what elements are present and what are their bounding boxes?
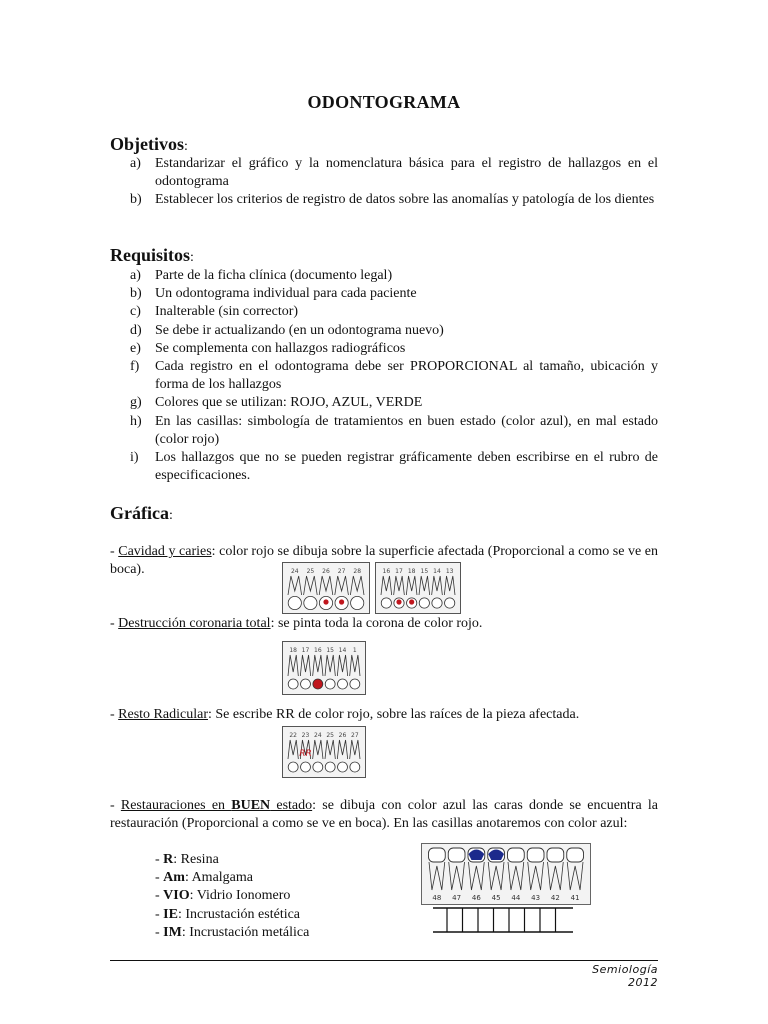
restauraciones-codes [155,851,309,942]
rr-mark: RR [299,749,312,759]
tooth-crown [508,848,525,862]
tooth-root [508,862,524,890]
tooth-number: 42 [550,894,560,902]
tooth-root [335,576,349,595]
list-item: - VIO: Vidrio Ionomero [155,888,291,904]
list-item: - IM: Incrustación metálica [155,924,310,940]
tooth-number: 16 [382,568,391,575]
footer-rule [110,960,658,961]
list-item: e) Se complementa con hallazgos radiográficos [130,340,406,356]
tooth-crown [448,848,465,862]
caries-paragraph: - Cavidad y caries: color rojo se dibuja sobre la superficie afectada (Proporcional a como se ve en boca). [110,544,658,578]
tooth-number: 16 [314,647,322,654]
grafica-heading: Gráfica: [110,503,173,523]
tooth-root [429,862,445,890]
list-item: g) Colores que se utilizan: ROJO, AZUL, VERDE [130,395,423,411]
tooth-root [567,862,583,890]
tooth-crown [288,679,298,689]
tooth-number: 46 [471,894,481,902]
tooth-root [528,862,544,890]
list-item: a) Parte de la ficha clínica (documento legal) [130,268,393,283]
tooth-crown [351,596,364,609]
tooth-crown [350,762,360,772]
caries-mark [339,599,344,604]
tooth-number: 25 [326,732,334,739]
tooth-crown [429,848,446,862]
list-item: - Am: Amalgama [155,870,253,886]
objetivos-heading: Objetivos: [110,134,188,154]
requisitos-list [128,267,658,485]
tooth-root [288,740,298,759]
tooth-root [300,655,310,676]
resto-paragraph: - Resto Radicular: Se escribe RR de color rojo, sobre las raíces de la pieza afectada. [110,707,580,722]
tooth-root [350,655,360,676]
tooth-root [548,862,564,890]
restauraciones-figure [421,843,591,905]
tooth-crown [381,598,391,608]
destruccion-paragraph: - Destrucción coronaria total: se pinta toda la corona de color rojo. [110,616,483,631]
tooth-crown [547,848,564,862]
page-title: ODONTOGRAMA [307,92,461,112]
destruccion-figure [282,641,366,695]
list-item: f) Cada registro en el odontograma debe ser PROPORCIONAL al tamaño, ubicación y forma de los hallazgos [130,359,658,393]
tooth-crown [325,762,335,772]
tooth-number: 27 [351,732,359,739]
tooth-number: 18 [407,568,416,575]
list-item: a) Estandarizar el gráfico y la nomenclatura básica para el registro de hallazgos en el odontograma [130,156,658,190]
tooth-crown [445,598,455,608]
tooth-number: 22 [289,732,297,739]
teeth-svg [283,727,365,777]
tooth-crown [325,679,335,689]
tooth-crown [288,762,298,772]
tooth-number: 26 [338,732,347,739]
tooth-root [406,576,417,595]
tooth-root [313,655,323,676]
tooth-number: 18 [289,647,297,654]
tooth-number: 15 [420,568,429,575]
tooth-crown [313,679,323,689]
tooth-crown [301,762,311,772]
list-item: b) Establecer los criterios de registro de datos sobre las anomalías y patología de los dientes [130,192,655,208]
tooth-number: 45 [491,894,501,902]
tooth-crown [419,598,429,608]
casillas-boxes [433,906,573,936]
caries-mark [396,599,401,604]
tooth-root [319,576,333,595]
tooth-number: 41 [570,894,580,902]
tooth-crown [288,596,301,609]
list-item: i) Los hallazgos que no se pueden registrar gráficamente deben escribirse en el rubro de especificaciones. [130,450,658,484]
tooth-root [419,576,430,595]
tooth-number: 14 [433,568,441,575]
tooth-crown [350,679,360,689]
tooth-root [350,740,360,759]
list-item: b) Un odontograma individual para cada paciente [130,286,417,302]
tooth-number: 48 [432,894,442,902]
tooth-root [469,862,485,890]
tooth-root [337,655,347,676]
objetivos-list [128,155,658,210]
tooth-root [432,576,443,595]
tooth-number: 17 [301,647,310,654]
resto-figure [282,726,366,778]
tooth-number: 23 [301,732,310,739]
list-item: d) Se debe ir actualizando (en un odontograma nuevo) [130,322,444,338]
caries-mark [323,599,328,604]
teeth-svg [422,844,590,904]
list-item: - IE: Incrustación estética [155,906,301,922]
tooth-root [313,740,323,759]
tooth-root [337,740,347,759]
caries-mark [409,599,414,604]
tooth-number: 47 [452,894,462,902]
tooth-number: 24 [290,568,299,575]
caries-figure-b [375,562,461,614]
tooth-root [394,576,405,595]
tooth-number: 15 [326,647,334,654]
tooth-number: 14 [338,647,347,654]
restauraciones-paragraph: - Restauraciones en BUEN estado: se dibuja con color azul las caras donde se encuentra la restauración (Proporcional a como se ve en boca). En las casillas anotaremos con color azul: [110,798,658,832]
tooth-number: 28 [353,568,362,575]
tooth-crown [338,679,348,689]
tooth-root [350,576,364,595]
tooth-root [488,862,504,890]
tooth-crown [313,762,323,772]
tooth-number: 24 [314,732,322,739]
tooth-number: 27 [337,568,346,575]
tooth-crown [301,679,311,689]
list-item: c) Inalterable (sin corrector) [130,304,299,320]
tooth-number: 17 [395,568,403,575]
tooth-crown [567,848,584,862]
teeth-svg [283,642,365,694]
footer-text: Semiología 2012 [592,963,658,989]
list-item: - R: Resina [155,852,219,867]
tooth-crown [527,848,544,862]
teeth-svg [376,563,460,613]
tooth-root [304,576,318,595]
tooth-number: 44 [511,894,521,902]
tooth-number: 26 [322,568,330,575]
tooth-number: 25 [306,568,315,575]
tooth-root [288,655,298,676]
tooth-number: 13 [445,568,454,575]
teeth-svg [283,563,369,613]
tooth-root [381,576,392,595]
list-item: h) En las casillas: simbología de tratamientos en buen estado (color azul), en mal estado (color rojo) [130,413,658,447]
tooth-crown [338,762,348,772]
tooth-root [444,576,455,595]
tooth-number: 1 [352,647,357,654]
tooth-root [449,862,465,890]
tooth-number: 43 [531,894,541,902]
caries-figure-a [282,562,370,614]
tooth-root [325,740,335,759]
requisitos-heading: Requisitos: [110,245,194,265]
tooth-crown [304,596,317,609]
tooth-root [325,655,335,676]
tooth-crown [432,598,442,608]
tooth-root [288,576,302,595]
